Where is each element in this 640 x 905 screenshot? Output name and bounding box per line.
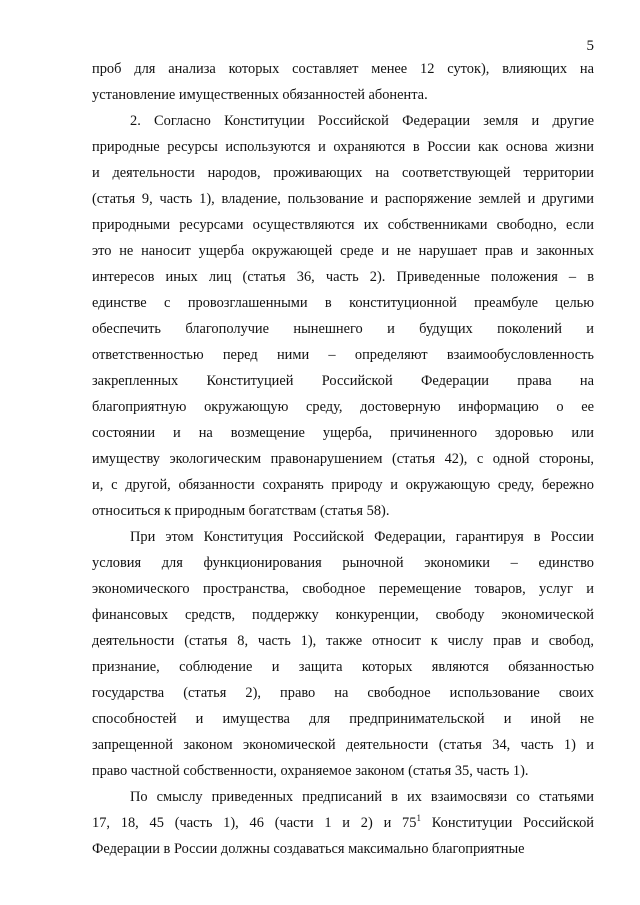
text-line: условия для функционирования рыночной экономики – единство bbox=[92, 555, 594, 571]
text-line: 17, 18, 45 (часть 1), 46 (части 1 и 2) и $75^1$ Конституции Российской bbox=[92, 813, 595, 831]
paragraph bbox=[92, 56, 594, 108]
text-line: относиться к природным богатствам (статья 58). bbox=[92, 503, 390, 519]
text-line: деятельности (статья 8, часть 1), также относит к числу прав и свобод, bbox=[92, 633, 594, 649]
text-line: состоянии и на возмещение ущерба, причиненного здоровью или bbox=[92, 425, 594, 441]
text-line: При этом Конституция Российской Федерации, гарантируя в России bbox=[130, 529, 594, 545]
text-line: закрепленных Конституцией Российской Федерации права на bbox=[92, 373, 594, 389]
text-line: запрещенной законом экономической деятельности (статья 34, часть 1) и bbox=[92, 737, 594, 753]
text-line: природными ресурсами осуществляются их собственниками свободно, если bbox=[92, 217, 594, 233]
text-line: государства (статья 2), право на свободное использование своих bbox=[92, 685, 594, 701]
text-line: (статья 9, часть 1), владение, пользование и распоряжение землей и другими bbox=[92, 191, 594, 207]
text-line: Федерации в России должны создаваться максимально благоприятные bbox=[92, 841, 525, 857]
text-line: установление имущественных обязанностей абонента. bbox=[92, 87, 428, 103]
text-line: 2. Согласно Конституции Российской Федерации земля и другие bbox=[130, 113, 594, 129]
text-line: финансовых средств, поддержку конкуренции, свободу экономической bbox=[92, 607, 594, 623]
text-line: благоприятную окружающую среду, достоверную информацию о ее bbox=[92, 399, 594, 415]
text-line: проб для анализа которых составляет менее 12 суток), влияющих на bbox=[92, 61, 594, 77]
paragraph bbox=[92, 784, 594, 862]
text-line: это не наносит ущерба окружающей среде и не нарушает прав и законных bbox=[92, 243, 594, 259]
text-line: интересов иных лиц (статья 36, часть 2). Приведенные положения – в bbox=[92, 269, 594, 285]
text-line: и деятельности народов, проживающих на соответствующей территории bbox=[92, 165, 594, 181]
text-line: экономического пространства, свободное перемещение товаров, услуг и bbox=[92, 581, 594, 597]
text-line: единстве с провозглашенными в конституционной преамбуле целью bbox=[92, 295, 594, 311]
text-line: имуществу экологическим правонарушением (статья 42), с одной стороны, bbox=[92, 451, 594, 467]
document-body bbox=[92, 56, 594, 862]
superscript: 1 bbox=[416, 813, 421, 823]
text-line: природные ресурсы используются и охраняются в России как основа жизни bbox=[92, 139, 594, 155]
text-line: и, с другой, обязанности сохранять природу и окружающую среду, бережно bbox=[92, 477, 594, 493]
text-line: способностей и имущества для предпринимательской и иной не bbox=[92, 711, 594, 727]
text-line: ответственностью перед ними – определяют взаимообусловленность bbox=[92, 347, 594, 363]
paragraph bbox=[92, 108, 594, 524]
text-line: обеспечить благополучие нынешнего и будущих поколений и bbox=[92, 321, 594, 337]
text-line: признание, соблюдение и защита которых являются обязанностью bbox=[92, 659, 594, 675]
page-number: 5 bbox=[586, 38, 594, 54]
paragraph bbox=[92, 524, 594, 784]
text-line: право частной собственности, охраняемое законом (статья 35, часть 1). bbox=[92, 763, 529, 779]
text-line: По смыслу приведенных предписаний в их взаимосвязи со статьями bbox=[130, 789, 594, 805]
